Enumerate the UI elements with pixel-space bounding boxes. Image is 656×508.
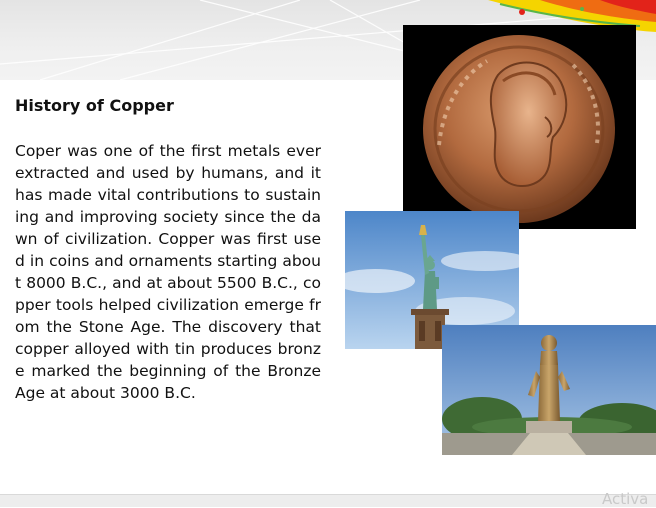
- slide-title: History of Copper: [15, 96, 174, 115]
- coin-illustration: [403, 25, 636, 229]
- buddha-statue-image: [442, 325, 656, 455]
- bottom-status-bar: [0, 494, 656, 507]
- activation-watermark: Activa: [602, 490, 649, 508]
- buddha-illustration: [442, 325, 656, 455]
- copper-coin-image: [403, 25, 636, 229]
- slide-body-text: Coper was one of the first metals ever extracted and used by humans, and it has made vital contributions to sustaining and improving society since the dawn of civilization. Copper was first used in coins and ornaments starting about 8000 B.C., and at about 5500 B.C., copper tools helped civilization emerge from the Stone Age. The discovery that copper alloyed with tin produces bronze marked the beginning of the Bronze Age at about 3000 B.C.: [15, 142, 321, 402]
